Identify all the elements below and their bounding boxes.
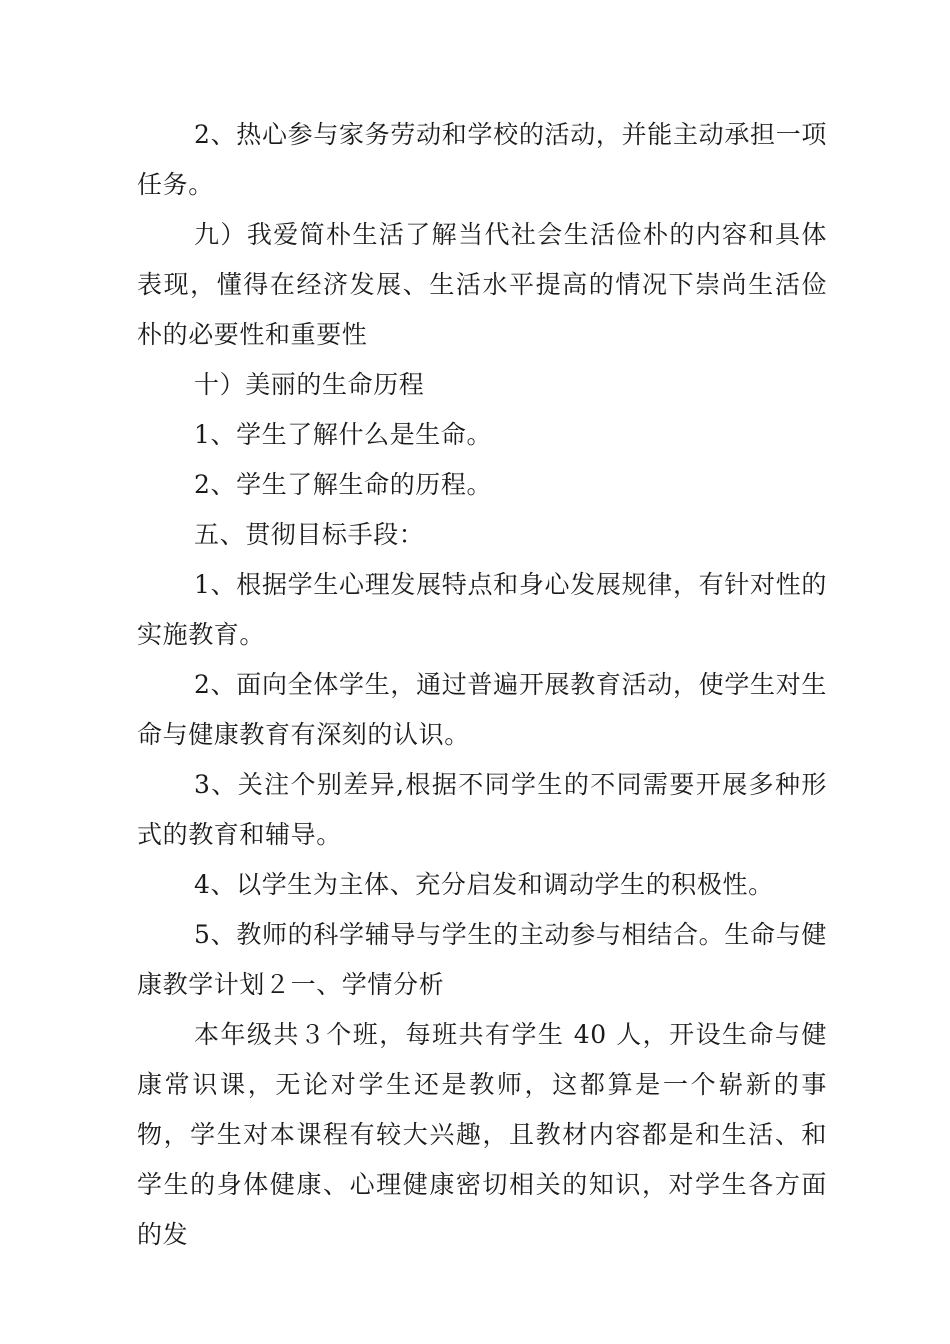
paragraph-means-4: 4、以学生为主体、充分启发和调动学生的积极性。: [194, 870, 774, 899]
paragraph-life-process: 2、学生了解生命的历程。: [194, 470, 493, 499]
paragraph-student-analysis: 本年级共３个班，每班共有学生 40 人，开设生命与健康常识课，无论对学生还是教师，这都算是一个崭新的事物，学生对本课程有较大兴趣，且教材内容都是和生活、和学生的身体健康、心理健康密切相关的知识，对学生各方面的发: [137, 1020, 827, 1249]
paragraph-means-3: 3、关注个别差异,根据不同学生的不同需要开展多种形式的教育和辅导。: [137, 770, 827, 849]
paragraph-task: 2、热心参与家务劳动和学校的活动，并能主动承担一项任务。: [137, 120, 827, 199]
paragraph-what-is-life: 1、学生了解什么是生命。: [194, 420, 493, 449]
paragraph-means-5: 5、教师的科学辅导与学生的主动参与相结合。生命与健康教学计划２一、学情分析: [137, 920, 827, 999]
section-heading-means: 五、贯彻目标手段：: [194, 520, 425, 549]
paragraph-life-journey-heading: 十）美丽的生命历程: [194, 370, 425, 399]
paragraph-means-2: 2、面向全体学生，通过普遍开展教育活动，使学生对生命与健康教育有深刻的认识。: [137, 670, 827, 749]
paragraph-simple-life: 九）我爱简朴生活了解当代社会生活俭朴的内容和具体表现，懂得在经济发展、生活水平提高的情况下崇尚生活俭朴的必要性和重要性: [137, 220, 827, 349]
document-body: [137, 110, 827, 1260]
paragraph-means-1: 1、根据学生心理发展特点和身心发展规律，有针对性的实施教育。: [137, 570, 827, 649]
